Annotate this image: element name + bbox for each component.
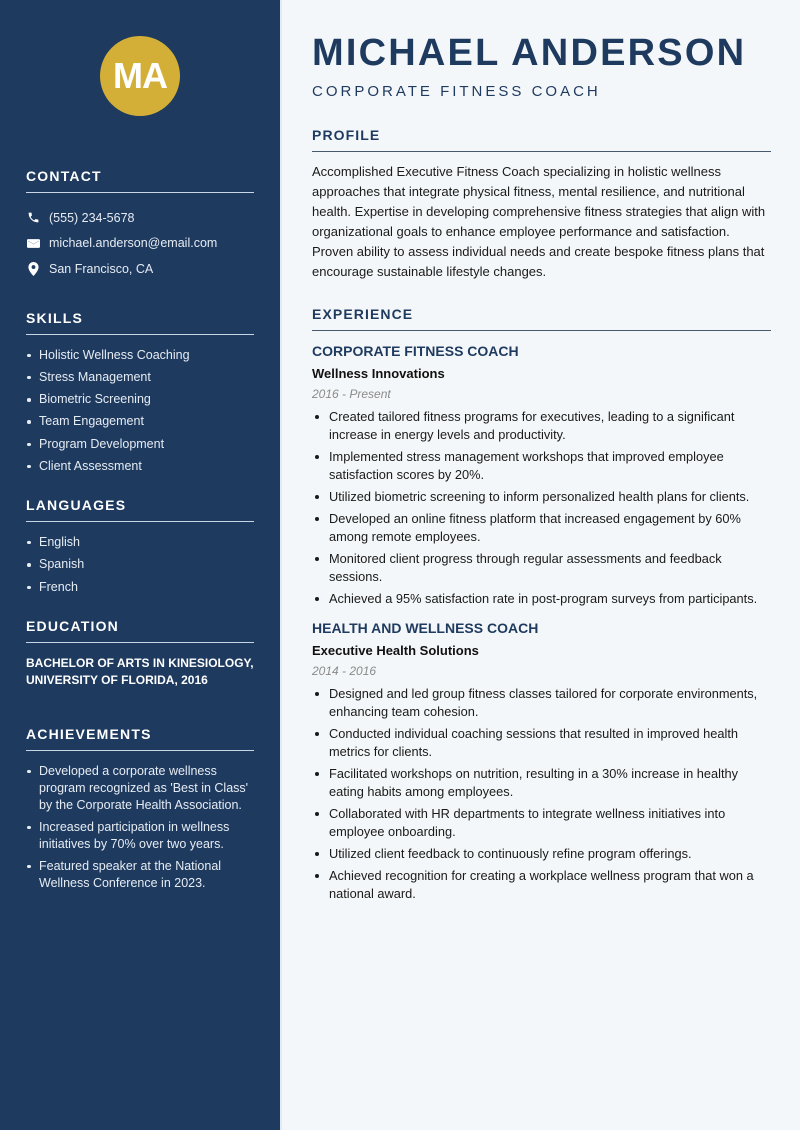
job-title: HEALTH AND WELLNESS COACH [312, 620, 539, 636]
email-icon [26, 236, 40, 250]
profile-summary: Accomplished Executive Fitness Coach specializing in holistic wellness approaches that integrate physical fitness, mental resilience, and nutritional health. Expertise in developing comprehensive fitness strategies that align with organizational goals to enhance employee performance and satisfaction. Proven ability to assess individual needs and create bespoke fitness plans that encourage sustainable lifestyle changes. [312, 164, 766, 279]
candidate-name: MICHAEL ANDERSON [312, 32, 747, 74]
education-heading: EDUCATION [26, 618, 254, 643]
job-entry [312, 620, 771, 903]
experience-heading: EXPERIENCE [312, 306, 771, 331]
job-bullets [312, 685, 771, 903]
avatar-initials: MA [113, 55, 167, 96]
job-bullet: Achieved a 95% satisfaction rate in post-program surveys from participants. [312, 590, 771, 608]
languages-section [26, 497, 254, 595]
job-bullet: Implemented stress management workshops that improved employee satisfaction scores by 20%. [312, 448, 771, 484]
job-bullet: Facilitated workshops on nutrition, resulting in a 30% increase in healthy eating habits among employees. [312, 765, 771, 801]
job-bullet: Developed an online fitness platform that increased engagement by 60% among remote employees. [312, 510, 771, 546]
job-dates: 2016 - Present [312, 387, 391, 401]
job-bullet: Achieved recognition for creating a workplace wellness program that won a national award. [312, 867, 771, 903]
achievement-item: Featured speaker at the National Wellness Conference in 2023. [26, 858, 254, 892]
job-entry [312, 343, 771, 608]
contact-heading: CONTACT [26, 168, 254, 193]
achievements-heading: ACHIEVEMENTS [26, 726, 254, 751]
candidate-title: CORPORATE FITNESS COACH [312, 83, 601, 100]
skill-item: Team Engagement [26, 413, 254, 429]
company-name: Executive Health Solutions [312, 643, 479, 658]
skill-item: Program Development [26, 436, 254, 452]
job-bullet: Utilized biometric screening to inform personalized health plans for clients. [312, 488, 771, 506]
language-item: French [26, 579, 254, 595]
education-degree: BACHELOR OF ARTS IN KINESIOLOGY, UNIVERSITY OF FLORIDA, 2016 [26, 655, 254, 688]
languages-heading: LANGUAGES [26, 497, 254, 522]
achievements-list [26, 763, 254, 892]
contact-section [26, 168, 254, 282]
phone-text[interactable]: (555) 234-5678 [49, 210, 135, 225]
job-bullet: Monitored client progress through regular assessments and feedback sessions. [312, 550, 771, 586]
location-pin-icon [26, 262, 40, 276]
job-bullet: Utilized client feedback to continuously refine program offerings. [312, 845, 771, 863]
location-text: San Francisco, CA [49, 261, 154, 276]
achievement-item: Increased participation in wellness initiatives by 70% over two years. [26, 819, 254, 853]
job-bullets [312, 408, 771, 608]
education-section [26, 618, 254, 690]
contact-location [26, 256, 254, 282]
email-text[interactable]: michael.anderson@email.com [49, 236, 218, 251]
skill-item: Biometric Screening [26, 391, 254, 407]
achievements-section [26, 726, 254, 892]
language-item: Spanish [26, 556, 254, 572]
profile-section [312, 127, 771, 282]
company-name: Wellness Innovations [312, 366, 445, 381]
job-dates: 2014 - 2016 [312, 664, 377, 678]
contact-phone [26, 205, 254, 231]
achievement-item: Developed a corporate wellness program recognized as 'Best in Class' by the Corporate Health Association. [26, 763, 254, 814]
skills-list [26, 347, 254, 474]
job-bullet: Designed and led group fitness classes tailored for corporate environments, enhancing team cohesion. [312, 685, 771, 721]
phone-icon [26, 211, 40, 225]
sidebar [0, 0, 280, 1130]
languages-list [26, 534, 254, 595]
main-content [280, 0, 800, 1130]
experience-section [312, 306, 771, 903]
language-item: English [26, 534, 254, 550]
skills-heading: SKILLS [26, 310, 254, 335]
skills-section [26, 310, 254, 474]
skill-item: Client Assessment [26, 458, 254, 474]
job-bullet: Created tailored fitness programs for executives, leading to a significant increase in energy levels and productivity. [312, 408, 771, 444]
contact-email [26, 231, 254, 257]
avatar [100, 36, 180, 116]
job-bullet: Collaborated with HR departments to integrate wellness initiatives into employee onboarding. [312, 805, 771, 841]
skill-item: Stress Management [26, 369, 254, 385]
job-bullet: Conducted individual coaching sessions that resulted in improved health metrics for clients. [312, 725, 771, 761]
skill-item: Holistic Wellness Coaching [26, 347, 254, 363]
job-title: CORPORATE FITNESS COACH [312, 343, 519, 359]
profile-heading: PROFILE [312, 127, 771, 152]
